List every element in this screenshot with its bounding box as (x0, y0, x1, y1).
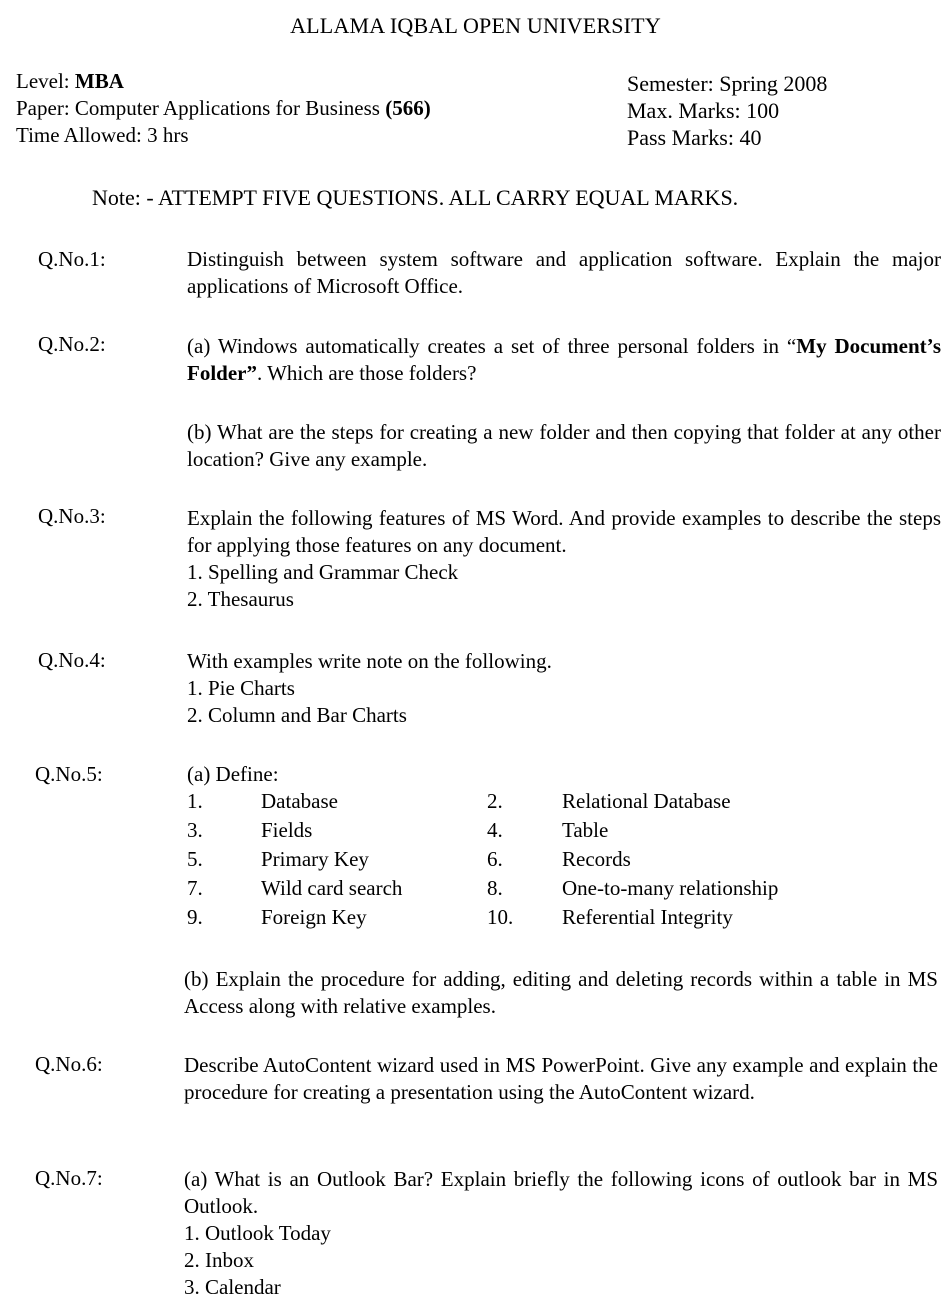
question-4 (187, 648, 941, 729)
definition-term: Table (562, 818, 609, 842)
definition-term: Foreign Key (261, 905, 367, 929)
question-2-label: Q.No.2: (38, 332, 106, 356)
definition-row (187, 788, 941, 817)
definition-term: Relational Database (562, 789, 731, 813)
question-2b: (b) What are the steps for creating a new folder and then copying that folder at any other location? Give any example. (187, 420, 941, 471)
definition-number: 8. (487, 876, 503, 900)
question-3 (187, 505, 941, 613)
definition-number: 2. (487, 789, 503, 813)
definitions-list (187, 788, 941, 933)
question-3-item: 2. Thesaurus (187, 587, 294, 611)
question-1-text: Distinguish between system software and application software. Explain the major applications of Microsoft Office. (187, 247, 941, 298)
question-5b: (b) Explain the procedure for adding, editing and deleting records within a table in MS Access along with relative examples. (184, 967, 938, 1018)
definition-row (187, 817, 941, 846)
definition-term: Primary Key (261, 847, 369, 871)
definition-row (187, 904, 941, 933)
paper-label: Paper: Computer Applications for Business (16, 96, 386, 120)
question-5-label: Q.No.5: (35, 762, 103, 786)
question-3-text: Explain the following features of MS Word. And provide examples to describe the steps for applying those features on any document. (187, 506, 941, 557)
paper-line (16, 95, 576, 122)
level-line (16, 68, 576, 95)
question-7-item: 1. Outlook Today (184, 1221, 331, 1245)
question-4-item: 2. Column and Bar Charts (187, 703, 407, 727)
question-2a-tail: . Which are those folders? (256, 361, 477, 385)
definition-number: 6. (487, 847, 503, 871)
question-7-label: Q.No.7: (35, 1166, 103, 1190)
definition-number: 3. (187, 818, 203, 842)
university-title: ALLAMA IQBAL OPEN UNIVERSITY (290, 13, 661, 38)
definition-row (187, 875, 941, 904)
question-2a (187, 333, 941, 387)
question-5 (187, 761, 941, 933)
header-right (627, 70, 937, 151)
pass-marks: Pass Marks: 40 (627, 125, 762, 150)
header-left (16, 68, 576, 149)
definition-number: 4. (487, 818, 503, 842)
question-3-item: 1. Spelling and Grammar Check (187, 560, 459, 584)
semester: Semester: Spring 2008 (627, 71, 828, 96)
question-7-text: (a) What is an Outlook Bar? Explain briefly the following icons of outlook bar in MS Outlook. (184, 1167, 938, 1218)
time-allowed: Time Allowed: 3 hrs (16, 123, 189, 147)
paper-code: (566) (385, 96, 431, 120)
definition-term: Wild card search (261, 876, 403, 900)
definition-term: One-to-many relationship (562, 876, 779, 900)
question-4-text: With examples write note on the following. (187, 649, 552, 673)
question-6-text: Describe AutoContent wizard used in MS PowerPoint. Give any example and explain the procedure for creating a presentation using the AutoContent wizard. (184, 1053, 938, 1104)
definition-term: Database (261, 789, 338, 813)
question-2a-text: (a) Windows automatically creates a set of three personal folders in “ (187, 334, 797, 358)
question-1-label: Q.No.1: (38, 247, 106, 271)
definition-term: Fields (261, 818, 313, 842)
definition-number: 1. (187, 789, 203, 813)
question-4-item: 1. Pie Charts (187, 676, 295, 700)
definition-number: 5. (187, 847, 203, 871)
max-marks: Max. Marks: 100 (627, 98, 780, 123)
level-label: Level: (16, 69, 75, 93)
definition-number: 7. (187, 876, 203, 900)
instructions-note: Note: - ATTEMPT FIVE QUESTIONS. ALL CARRY EQUAL MARKS. (92, 185, 739, 210)
level-value: MBA (74, 69, 124, 93)
question-3-label: Q.No.3: (38, 504, 106, 528)
question-6-label: Q.No.6: (35, 1052, 103, 1076)
definition-number: 9. (187, 905, 203, 929)
definition-row (187, 846, 941, 875)
definition-term: Referential Integrity (562, 905, 733, 929)
definition-term: Records (562, 847, 631, 871)
question-7-item: 3. Calendar (184, 1275, 281, 1299)
question-5a-heading: (a) Define: (187, 762, 279, 786)
question-2a-bold: My Document’s Folder” (187, 334, 942, 385)
question-7 (184, 1166, 938, 1301)
question-4-label: Q.No.4: (38, 648, 106, 672)
definition-number: 10. (487, 905, 514, 929)
question-7-item: 2. Inbox (184, 1248, 254, 1272)
